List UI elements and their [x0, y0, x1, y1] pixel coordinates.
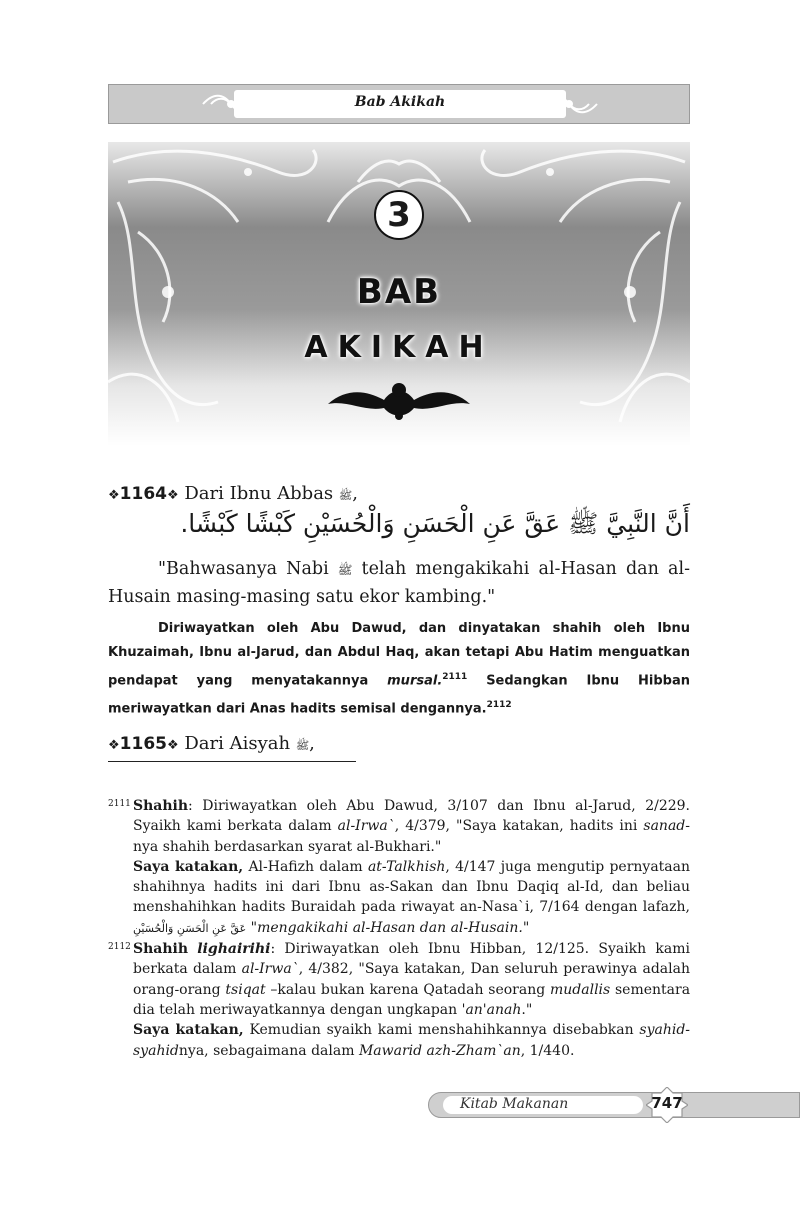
footnote-term: syahid-syahid	[133, 1022, 691, 1059]
footnote-term: 'an'anah	[461, 1001, 522, 1018]
hadith-translation	[108, 556, 690, 611]
footnote-text: , 4/147 juga mengutip pernyataan shahihnya hadits ini dari Ibnu as-Sakan dan Ibnu Daqiq al-Id, dan beliau menshahihkan hadits Buraidah pada riwayat an-Nasa`i, 7/164 dengan lafazh,	[133, 858, 691, 916]
footnote-2111	[108, 796, 690, 857]
footnote-text: nya, sebagaimana dalam	[178, 1042, 355, 1059]
footnote-text: : Diriwayatkan oleh Ibnu Hibban, 12/125. Syaikh kami berkata dalam	[133, 941, 690, 978]
footnote-source: al-Irwa`	[337, 818, 395, 835]
takhrij-part-2: Sedangkan Ibnu Hibban meriwayatkan dari Anas hadits semisal dengannya.	[108, 673, 691, 717]
hadith-1165-heading: ❖1165❖ Dari Aisyah ﷺ,	[108, 733, 315, 754]
chapter-number-badge: 3	[374, 190, 424, 240]
translation-part-1: "Bahwasanya Nabi	[158, 559, 329, 579]
hadith-intro: Dari Ibnu Abbas	[184, 483, 334, 504]
running-header-panel	[234, 90, 566, 118]
running-header-title: Bab Akikah	[354, 94, 446, 110]
takhrij-mursal: mursal.	[387, 673, 443, 689]
footnote-text: sementara dia telah meriwayatkannya dengan ungkapan	[133, 981, 691, 1018]
bracket-ornament-icon: ❖	[166, 488, 179, 503]
right-flourish-icon	[539, 91, 599, 117]
hadith-1164-heading: ❖1164❖ Dari Ibnu Abbas ﷺ,	[108, 483, 358, 504]
footnote-2112-continued	[108, 1020, 690, 1061]
running-header	[108, 84, 690, 124]
footnote-number: 2111	[108, 799, 131, 809]
footnote-grade: Shahih	[133, 798, 189, 814]
footnote-ref-2112[interactable]: 2112	[486, 700, 512, 711]
chapter-title-line-2: AKIKAH	[304, 330, 494, 365]
footnote-ref-2111[interactable]: 2111	[442, 672, 468, 682]
footnote-lead: Saya katakan,	[133, 1022, 244, 1039]
footnote-text: , 4/379, "Saya katakan, hadits ini	[394, 818, 638, 835]
footnote-grade: Shahih	[133, 941, 189, 958]
translation-part-2: telah mengakikahi al-Hasan dan al-Husain masing-masing satu ekor kambing."	[108, 559, 690, 607]
footnote-term: mudallis	[549, 981, 611, 998]
bracket-ornament-icon: ❖	[166, 738, 179, 753]
footer-book-title: Kitab Makanan	[460, 1096, 569, 1112]
footnote-lead: Saya katakan,	[133, 858, 244, 875]
hadith-intro: Dari Aisyah	[184, 733, 291, 754]
footnote-text: , 1/440.	[520, 1042, 575, 1059]
footnote-text: –kalau bukan karena Qatadah seorang	[270, 981, 546, 998]
footnote-grade-qualifier: lighairihi	[197, 941, 271, 958]
bracket-ornament-icon: ❖	[108, 738, 120, 753]
footnote-text: Al-Hafizh dalam	[248, 858, 363, 875]
footnote-divider	[108, 761, 356, 762]
bracket-ornament-icon: ❖	[108, 488, 120, 503]
page-number: 747	[651, 1094, 683, 1112]
footnote-number: 2112	[108, 942, 131, 953]
footnote-text: ."	[521, 1001, 533, 1018]
footnote-text: -nya shahih berdasarkan syarat al-Bukhari."	[133, 818, 690, 855]
footnotes	[108, 796, 690, 1061]
footnote-source: al-Irwa`	[241, 961, 299, 978]
page-number-badge	[646, 1087, 688, 1123]
footnote-text: : Diriwayatkan oleh Abu Dawud, 3/107 dan Ibnu al-Jarud, 2/229. Syaikh kami berkata dalam	[133, 798, 690, 835]
footnote-quote: "mengakikahi al-Hasan dan al-Husain."	[250, 919, 530, 936]
hadith-takhrij	[108, 617, 690, 722]
chapter-banner	[108, 142, 690, 446]
honorific: ﷺ	[337, 563, 353, 577]
hadith-number: 1165	[119, 734, 167, 754]
hadith-number: 1164	[119, 484, 167, 504]
footnote-text: Kemudian syaikh kami menshahihkannya disebabkan	[249, 1022, 634, 1039]
footnote-2112	[108, 939, 690, 1020]
footnote-term: sanad	[643, 818, 686, 835]
footnote-term: tsiqat	[225, 981, 266, 998]
hadith-arabic-text: أَنَّ النَّبِيَّ ﷺ عَقَّ عَنِ الْحَسَنِ وَالْحُسَيْنِ كَبْشًا كَبْشًا.	[180, 509, 690, 538]
chapter-title-line-1: BAB	[356, 272, 442, 312]
honorific: ﷺ	[295, 739, 310, 752]
footnote-arabic: عَقَّ عَنِ الْحَسَنِ وَالْحُسَيْنِ	[133, 921, 247, 935]
footnote-2111-continued	[108, 857, 690, 939]
takhrij-part-1: Diriwayatkan oleh Abu Dawud, dan dinyatakan shahih oleh Ibnu Khuzaimah, Ibnu al-Jarud, dan Abdul Haq, akan tetapi Abu Hatim menguatkan pendapat yang menyatakannya	[108, 621, 690, 689]
footnote-source: at-Talkhish	[367, 858, 446, 875]
honorific: ﷺ	[338, 489, 353, 502]
footnote-source: Mawarid azh-Zham`an	[358, 1042, 521, 1059]
footnote-text: , 4/382, "Saya katakan, Dan seluruh perawinya adalah orang-orang	[133, 961, 690, 998]
